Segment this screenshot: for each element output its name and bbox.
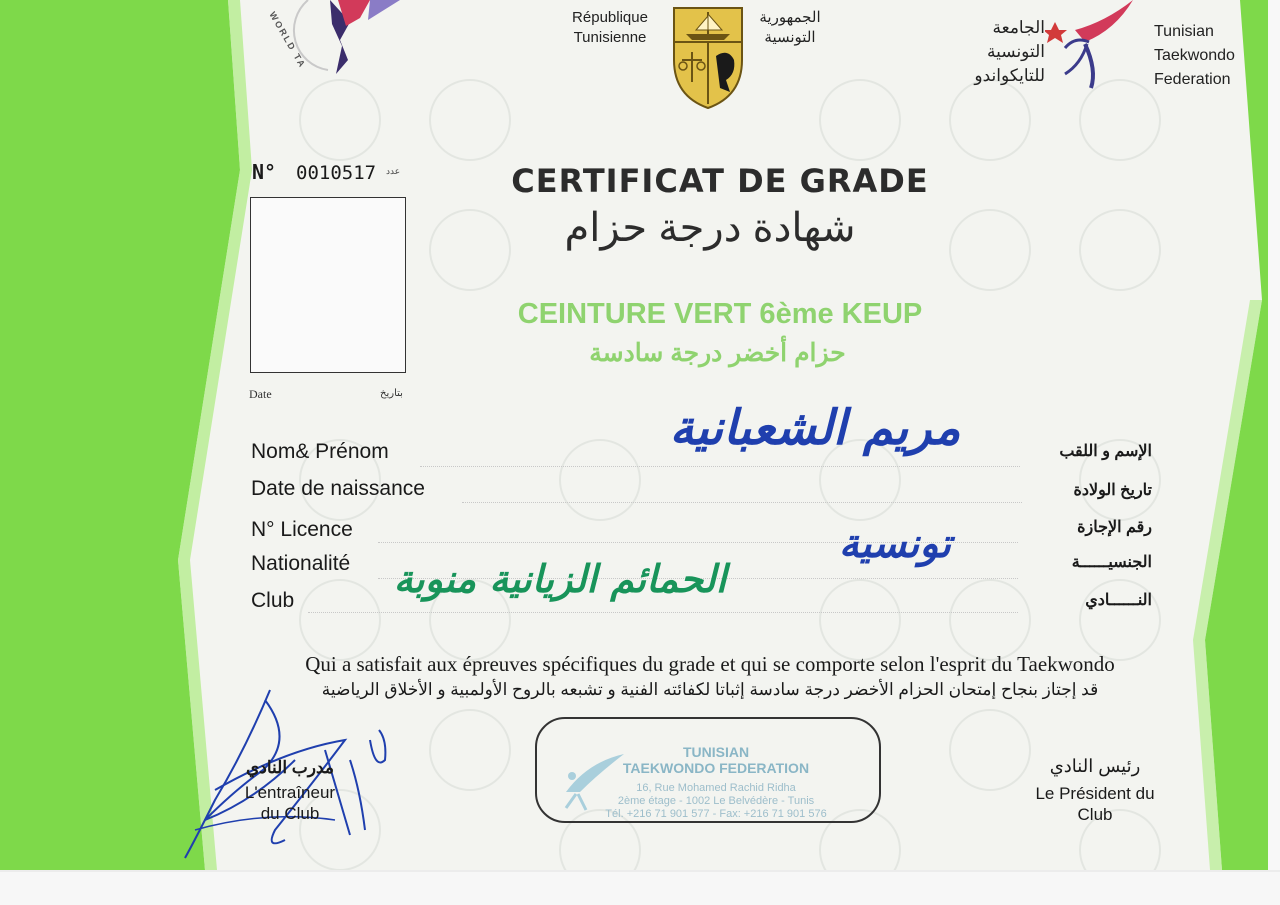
stamp-title: TUNISIAN TAEKWONDO FEDERATION xyxy=(622,744,810,776)
licence-label-fr: N° Licence xyxy=(251,518,353,541)
federation-logo xyxy=(1045,0,1145,92)
president-label-ar: رئيس النادي xyxy=(1049,756,1141,776)
birth-label-fr: Date de naissance xyxy=(251,477,425,500)
date-label-fr: Date xyxy=(249,387,272,401)
name-label-ar: الإسم و اللقب xyxy=(1059,443,1152,460)
date-label-ar: بتاريخ xyxy=(380,388,403,399)
stamp-address: 16, Rue Mohamed Rachid Ridha 2ème étage - 1002 Le Belvédère - Tunis Tél. +216 71 901 577 - Fax: +216 71 901 576 xyxy=(605,782,827,820)
republic-ar: الجمهورية التونسية xyxy=(759,9,821,46)
club-label-ar: النــــــادي xyxy=(1085,592,1152,609)
world-taekwondo-text: WORLD TA xyxy=(267,10,308,71)
certificate-title-ar: شهادة درجة حزام xyxy=(564,206,856,250)
president-label-fr: Le Président du Club xyxy=(1035,784,1155,824)
club-value-handwritten: الحمائم الزيانية منوبة xyxy=(393,556,727,601)
nationality-label-ar: الجنسيــــــة xyxy=(1071,554,1152,571)
name-value-handwritten: مريم الشعبانية xyxy=(669,400,961,456)
name-line xyxy=(420,466,1020,467)
licence-label-ar: رقم الإجازة xyxy=(1077,519,1152,536)
certificate-number: 0010517 xyxy=(296,162,377,184)
coach-label-fr: L'entraîneur du Club xyxy=(244,783,336,823)
statement-ar: قد إجتاز بنجاح إمتحان الحزام الأخضر درجة سادسة إثباتا لكفائته الفنية و تشبعه بالروح الأولمبية و الأخلاق الرياضية xyxy=(321,680,1099,699)
statement-fr: Qui a satisfait aux épreuves spécifiques du grade et qui se comporte selon l'esprit du Taekwondo xyxy=(305,652,1115,676)
nationality-label-fr: Nationalité xyxy=(251,552,351,575)
world-taekwondo-logo xyxy=(290,0,410,80)
federation-name-en: Tunisian Taekwondo Federation xyxy=(1154,23,1235,88)
photo-placeholder xyxy=(250,197,406,373)
club-label-fr: Club xyxy=(251,589,295,612)
federation-name-ar: الجامعة التونسية للتايكواندو xyxy=(974,18,1045,85)
nationality-value-handwritten: تونسية xyxy=(838,520,952,567)
belt-grade-ar: حزام أخضر درجة سادسة xyxy=(589,339,846,367)
belt-grade-fr: CEINTURE VERT 6ème KEUP xyxy=(517,298,923,330)
coach-label-ar: مدرب النادي xyxy=(245,758,335,777)
birth-line xyxy=(462,502,1022,503)
certificate-title-fr: CERTIFICAT DE GRADE xyxy=(511,162,929,200)
republic-fr: République Tunisienne xyxy=(572,9,648,46)
certificate-number-label-ar: عدد xyxy=(386,166,401,176)
certificate-number-label: N° xyxy=(252,160,277,184)
club-line xyxy=(308,612,1018,613)
birth-label-ar: تاريخ الولادة xyxy=(1073,482,1152,499)
name-label-fr: Nom& Prénom xyxy=(251,440,389,463)
